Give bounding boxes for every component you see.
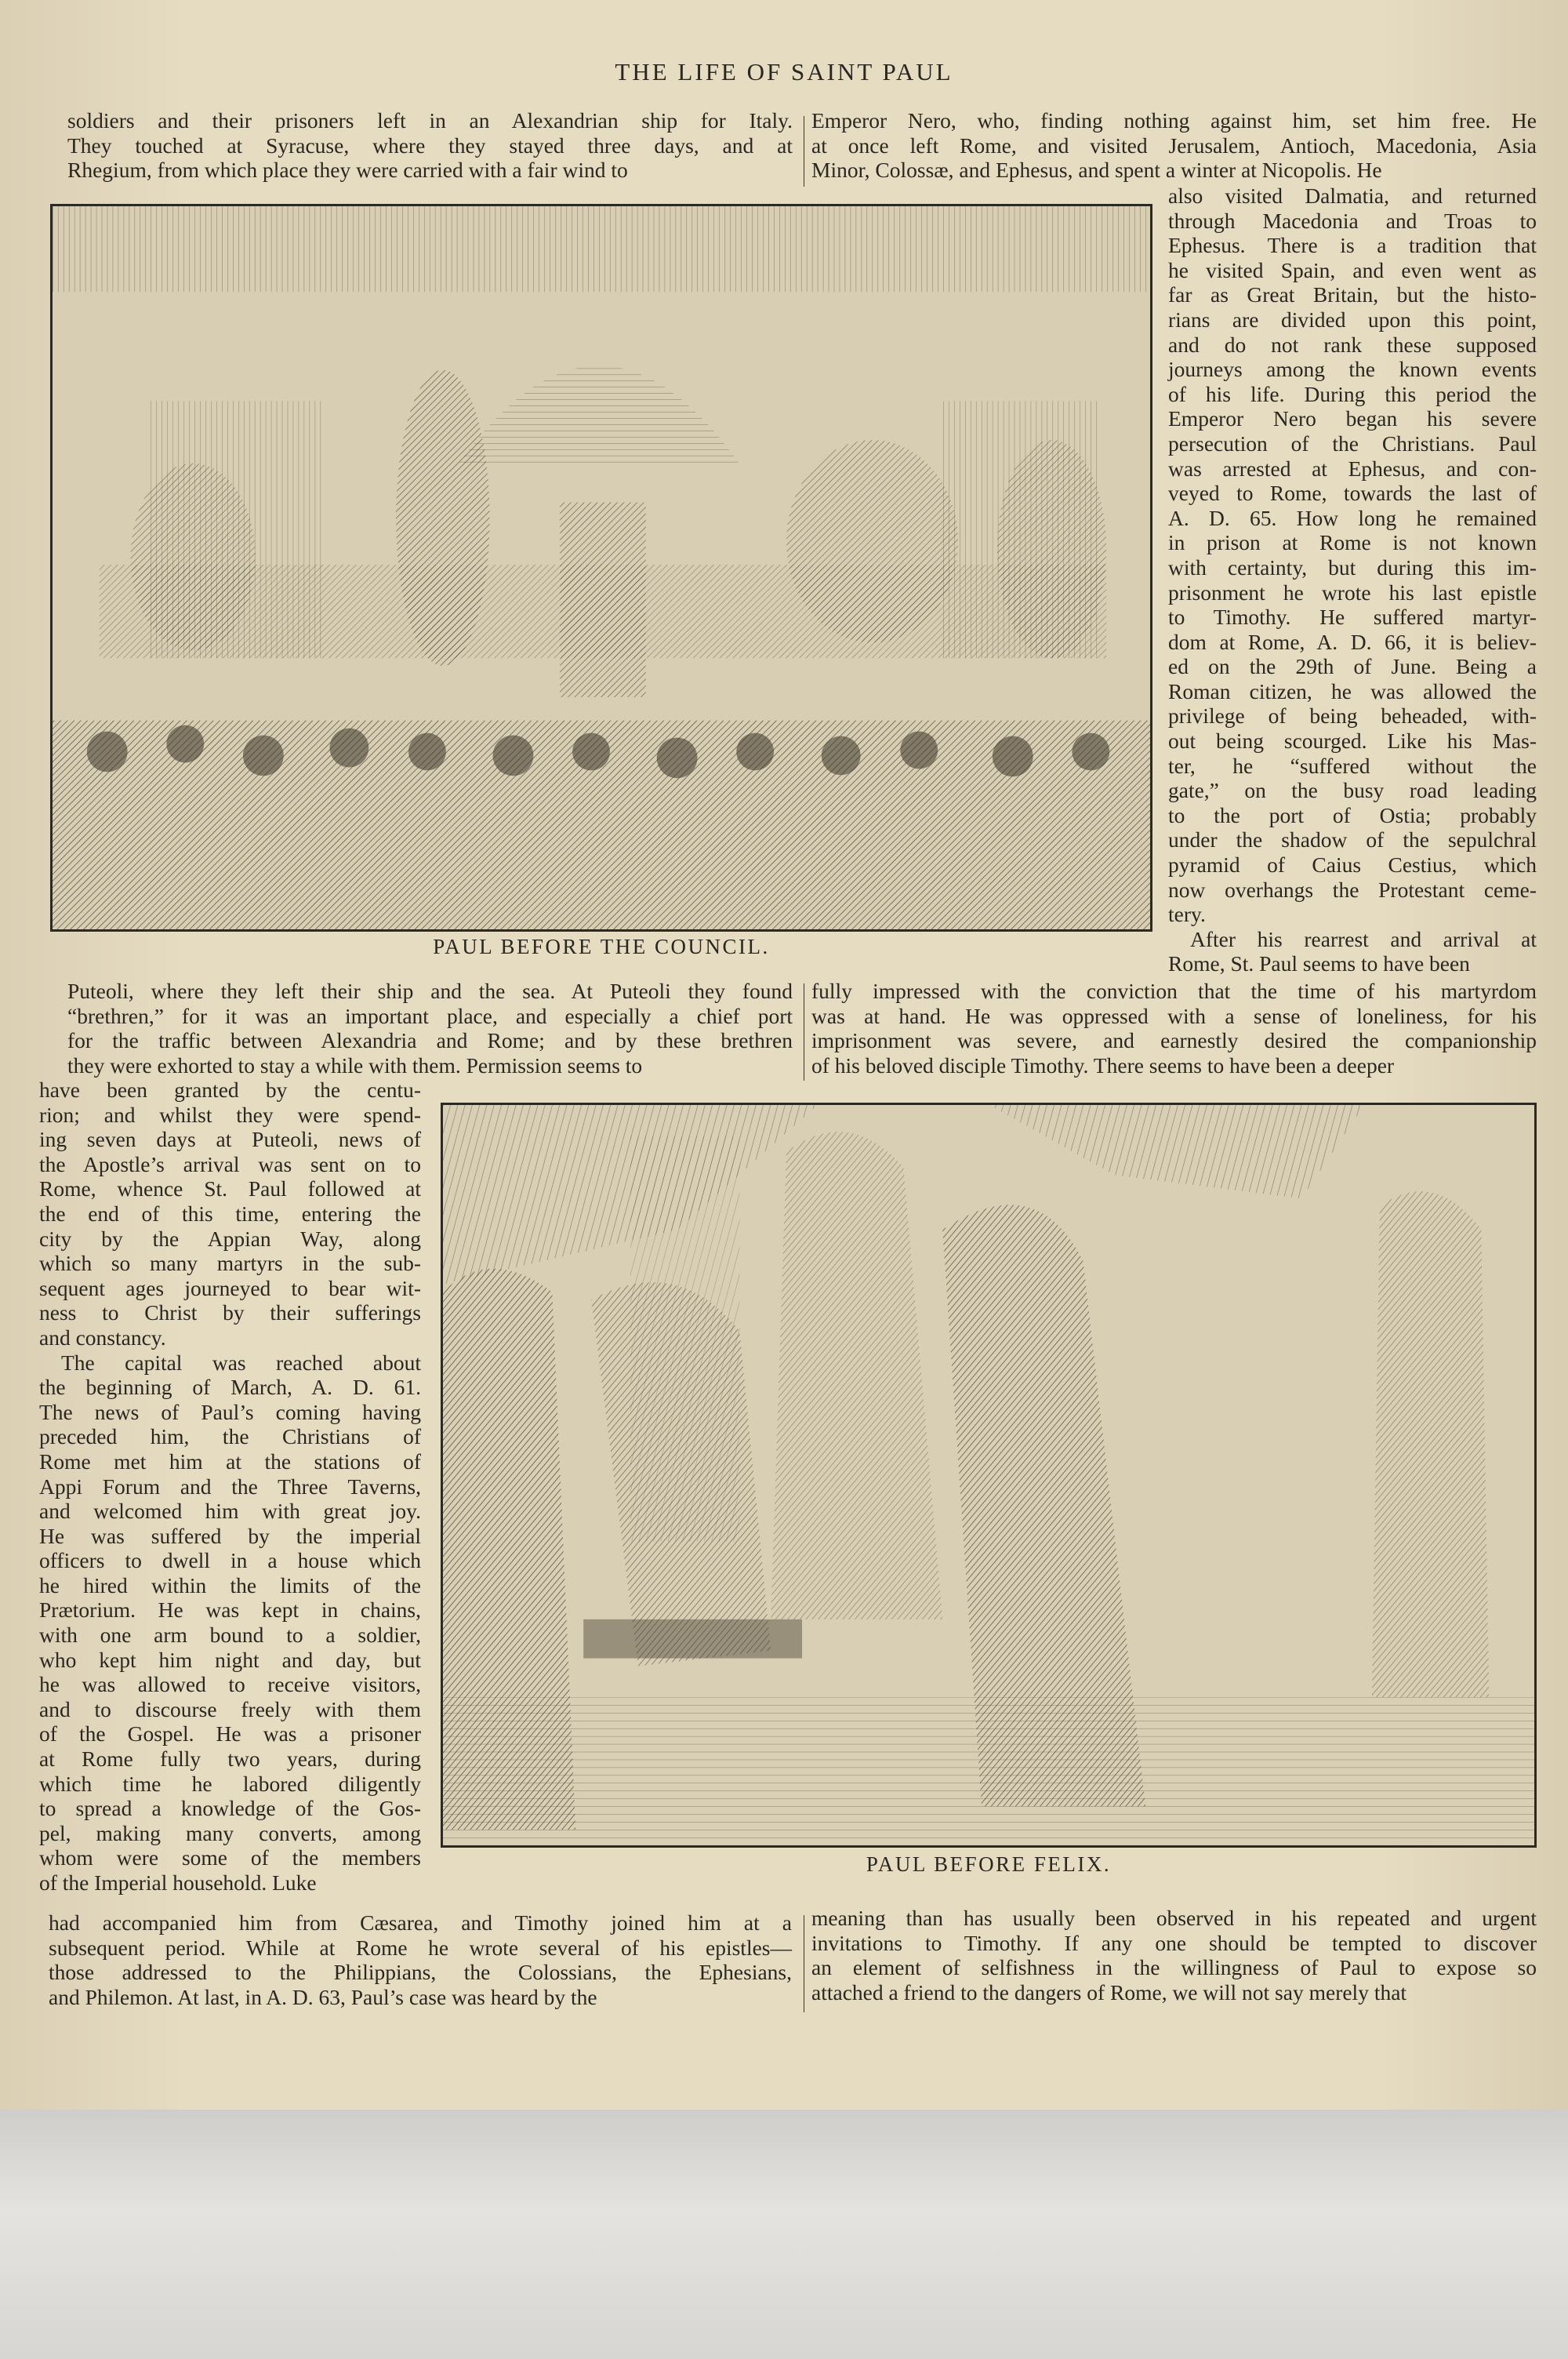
text-line: for the traffic between Alexandria and Rome; and by these brethren (67, 1028, 793, 1053)
text-line: to the port of Ostia; probably (1168, 802, 1537, 827)
text-line: and Philemon. At last, in A. D. 63, Paul’s case was heard by the (49, 1984, 597, 2009)
text-line: Minor, Colossæ, and Ephesus, and spent a winter at Nicopolis. He (811, 158, 1382, 183)
text-line: Appi Forum and the Three Taverns, (39, 1474, 421, 1499)
text-line: of his life. During this period the (1168, 381, 1537, 406)
narrow-left-text (39, 1078, 421, 1896)
text-line: now overhangs the Protestant ceme- (1168, 877, 1537, 902)
text-line: of the Gospel. He was a prisoner (39, 1721, 421, 1747)
text-line: Emperor Nero, who, finding nothing against him, set him free. He (811, 108, 1537, 133)
text-line: through Macedonia and Troas to (1168, 208, 1537, 233)
text-line: He was suffered by the imperial (39, 1523, 421, 1548)
text-line: of the Imperial household. Luke (39, 1870, 317, 1895)
text-line: the Apostle’s arrival was sent on to (39, 1151, 421, 1176)
text-line: sequent ages journeyed to bear wit- (39, 1275, 421, 1300)
mid-left-text (67, 979, 793, 1078)
text-line: pel, making many converts, among (39, 1820, 421, 1845)
text-line: rion; and whilst they were spend- (39, 1102, 421, 1127)
text-line: to spread a knowledge of the Gos- (39, 1796, 421, 1821)
text-line: rians are divided upon this point, (1168, 307, 1537, 332)
text-line: meaning than has usually been observed in his repeated and urgent (811, 1906, 1537, 1930)
text-line: fully impressed with the conviction that the time of his martyrdom (811, 979, 1537, 1003)
text-line: Rome, St. Paul seems to have been (1168, 951, 1470, 976)
text-line: Emperor Nero began his severe (1168, 406, 1537, 431)
text-line: tery. (1168, 902, 1206, 927)
text-line: privilege of being beheaded, with- (1168, 703, 1537, 729)
caption-felix: PAUL BEFORE FELIX. (866, 1852, 1112, 1876)
text-line: who kept him night and day, but (39, 1647, 421, 1672)
text-line: also visited Dalmatia, and returned (1168, 184, 1537, 208)
text-line: officers to dwell in a house which (39, 1548, 421, 1573)
text-line: “brethren,” for it was an important place, and especially a chief port (67, 1003, 793, 1028)
text-line: he hired within the limits of the (39, 1572, 421, 1598)
text-line: Rome, whence St. Paul followed at (39, 1176, 421, 1201)
text-line: gate,” on the busy road leading (1168, 778, 1537, 803)
text-line: preceded him, the Christians of (39, 1424, 421, 1449)
text-line: prisonment he wrote his last epistle (1168, 580, 1537, 605)
text-line: they were exhorted to stay a while with them. Permission seems to (67, 1052, 643, 1078)
text-line: the end of this time, entering the (39, 1201, 421, 1226)
text-line: to Timothy. He suffered martyr- (1168, 605, 1537, 630)
text-line: Rome met him at the stations of (39, 1448, 421, 1474)
text-line: he visited Spain, and even went as (1168, 257, 1537, 282)
text-line: was at hand. He was oppressed with a sense of loneliness, for his (811, 1003, 1537, 1028)
text-line: ed on the 29th of June. Being a (1168, 654, 1537, 679)
running-head: THE LIFE OF SAINT PAUL (615, 58, 953, 85)
council-illustration (50, 204, 1152, 932)
text-line: far as Great Britain, but the histo- (1168, 282, 1537, 307)
text-line: which time he labored diligently (39, 1771, 421, 1796)
text-line: he was allowed to receive visitors, (39, 1672, 421, 1697)
text-line: ness to Christ by their sufferings (39, 1300, 421, 1325)
text-line: and to discourse freely with them (39, 1696, 421, 1721)
right-column-text (1168, 184, 1537, 976)
text-line: persecution of the Christians. Paul (1168, 431, 1537, 456)
text-line: out being scourged. Like his Mas- (1168, 729, 1537, 754)
mid-right-text (811, 979, 1537, 1078)
text-line: at Rome fully two years, during (39, 1747, 421, 1772)
text-line: invitations to Timothy. If any one should be tempted to discover (811, 1930, 1537, 1955)
felix-illustration (441, 1103, 1537, 1848)
text-line: with one arm bound to a soldier, (39, 1623, 421, 1648)
text-line: They touched at Syracuse, where they stayed three days, and at (67, 133, 793, 158)
text-line: ing seven days at Puteoli, news of (39, 1127, 421, 1152)
text-line: of his beloved disciple Timothy. There seems to have been a deeper (811, 1052, 1395, 1078)
top-right-text (811, 108, 1537, 183)
text-line: dom at Rome, A. D. 66, it is believ- (1168, 629, 1537, 654)
text-line: The capital was reached about (61, 1350, 421, 1375)
text-line: have been granted by the centu- (39, 1078, 421, 1102)
text-line: the beginning of March, A. D. 61. (39, 1375, 421, 1400)
text-line: and welcomed him with great joy. (39, 1499, 421, 1524)
table-surface (0, 2110, 1568, 2359)
text-line: journeys among the known events (1168, 357, 1537, 382)
text-line: and constancy. (39, 1325, 166, 1350)
text-line: under the shadow of the sepulchral (1168, 827, 1537, 852)
text-line: at once left Rome, and visited Jerusalem, Antioch, Macedonia, Asia (811, 133, 1537, 158)
text-line: Prætorium. He was kept in chains, (39, 1598, 421, 1623)
text-line: an element of selfishness in the willingness of Paul to expose so (811, 1955, 1537, 1980)
text-line: soldiers and their prisoners left in an Alexandrian ship for Italy. (67, 108, 793, 133)
text-line: which so many martyrs in the sub- (39, 1251, 421, 1276)
text-line: pyramid of Caius Cestius, which (1168, 852, 1537, 878)
text-line: with certainty, but during this im- (1168, 554, 1537, 580)
text-line: Puteoli, where they left their ship and the sea. At Puteoli they found (67, 979, 793, 1003)
text-line: subsequent period. While at Rome he wrote several of his epistles— (49, 1935, 792, 1960)
text-line: veyed to Rome, towards the last of (1168, 481, 1537, 506)
text-line: attached a friend to the dangers of Rome, we will not say merely that (811, 1979, 1407, 2005)
text-line: whom were some of the members (39, 1845, 421, 1870)
text-line: in prison at Rome is not known (1168, 530, 1537, 555)
text-line: Roman citizen, he was allowed the (1168, 678, 1537, 703)
text-line: Ephesus. There is a tradition that (1168, 233, 1537, 258)
text-line: had accompanied him from Cæsarea, and Timothy joined him at a (49, 1910, 792, 1935)
text-line: imprisonment was severe, and earnestly desired the companionship (811, 1028, 1537, 1053)
text-line: A. D. 65. How long he remained (1168, 505, 1537, 530)
text-line: After his rearrest and arrival at (1190, 926, 1537, 951)
text-line: those addressed to the Philippians, the Colossians, the Ephesians, (49, 1960, 792, 1985)
caption-council: PAUL BEFORE THE COUNCIL. (433, 935, 770, 958)
text-line: city by the Appian Way, along (39, 1226, 421, 1251)
bottom-right-text (811, 1906, 1537, 2005)
bottom-left-text (49, 1910, 792, 2009)
text-line: ter, he “suffered without the (1168, 753, 1537, 778)
text-line: Rhegium, from which place they were carried with a fair wind to (67, 158, 628, 183)
text-line: The news of Paul’s coming having (39, 1399, 421, 1424)
top-left-text (67, 108, 793, 183)
text-line: was arrested at Ephesus, and con- (1168, 456, 1537, 481)
text-line: and do not rank these supposed (1168, 332, 1537, 357)
